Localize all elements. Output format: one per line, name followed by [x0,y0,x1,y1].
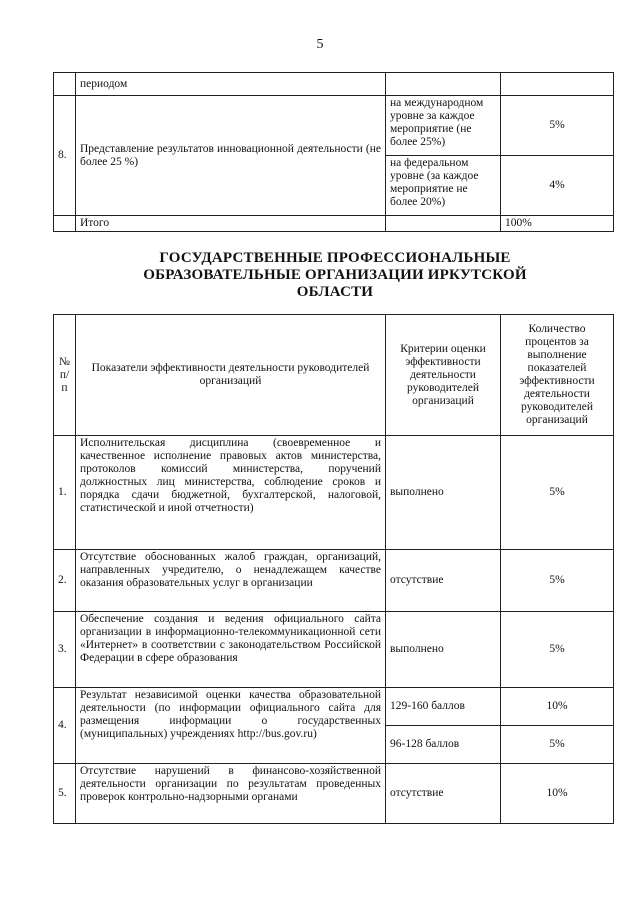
table-row [54,550,614,612]
indicator-text: Отсутствие нарушений в финансово-хозяйственной деятельности организации по результатам проведенных проверок контрольно-надзорными органами [76,764,386,824]
total-label: Итого [76,216,386,232]
indicator-text: Представление результатов инновационной деятельности (не более 25 %) [76,96,386,216]
continued-criteria-table [53,72,614,232]
row-number: 1. [54,436,76,550]
row-number: 3. [54,612,76,688]
page-number: 5 [316,37,324,52]
percent-cell: 10% [501,764,614,824]
criteria-cell: 96-128 баллов [386,726,501,764]
criteria-cell: выполнено [386,436,501,550]
row-number: 5. [54,764,76,824]
table-row [54,612,614,688]
percent-cell: 5% [501,96,614,156]
total-value: 100% [501,216,614,232]
percent-cell: 5% [501,726,614,764]
criteria-cell: отсутствие [386,550,501,612]
table-row [54,216,614,232]
criteria-cell: отсутствие [386,764,501,824]
criteria-cell: 129-160 баллов [386,688,501,726]
table-row [54,688,614,726]
row-number: 2. [54,550,76,612]
indicator-text: Отсутствие обоснованных жалоб граждан, организаций, направленных учредителю, о ненадлежащем качестве оказания образовательных услуг в организации [76,550,386,612]
efficiency-indicators-table [53,314,614,824]
row-number: 8. [54,96,76,216]
header-percent: Количество процентов за выполнение показателей эффективности деятельности руководителей организаций [501,315,614,436]
table-row [54,764,614,824]
heading-line: ГОСУДАРСТВЕННЫЕ ПРОФЕССИОНАЛЬНЫЕ [159,250,511,266]
header-indicator: Показатели эффективности деятельности руководителей организаций [76,315,386,436]
percent-cell: 5% [501,436,614,550]
row-number: 4. [54,688,76,764]
percent-cell: 5% [501,612,614,688]
table-row [54,436,614,550]
indicator-text: Результат независимой оценки качества образовательной деятельности (по информации официального сайта для размещения информации о государственных (муниципальных) учреждениях http://bus.gov.ru) [76,688,386,764]
section-heading [100,250,570,301]
criteria-cell: на международном уровне за каждое мероприятие (не более 25%) [386,96,501,156]
header-num: № п/п [54,315,76,436]
table-row [54,73,614,96]
heading-line: ОБРАЗОВАТЕЛЬНЫЕ ОРГАНИЗАЦИИ ИРКУТСКОЙ [143,267,527,283]
table-header-row [54,315,614,436]
continued-text: периодом [76,73,386,96]
table-row [54,96,614,156]
percent-cell: 5% [501,550,614,612]
criteria-cell: на федеральном уровне (за каждое мероприятие не более 20%) [386,156,501,216]
criteria-cell: выполнено [386,612,501,688]
indicator-text: Обеспечение создания и ведения официального сайта организации в информационно-телекоммуникационной сети «Интернет» в соответствии с законодательством Российской Федерации в сфере образования [76,612,386,688]
percent-cell: 10% [501,688,614,726]
header-criteria: Критерии оценки эффективности деятельности руководителей организаций [386,315,501,436]
percent-cell: 4% [501,156,614,216]
heading-line: ОБЛАСТИ [296,284,374,300]
indicator-text: Исполнительская дисциплина (своевременное и качественное исполнение правовых актов министерства, протоколов комиссий министерства, поручений должностных лиц министерства, соблюдение сроков и порядка сдачи бюджетной, бухгалтерской, налоговой, статистической и иной отчетности) [76,436,386,550]
